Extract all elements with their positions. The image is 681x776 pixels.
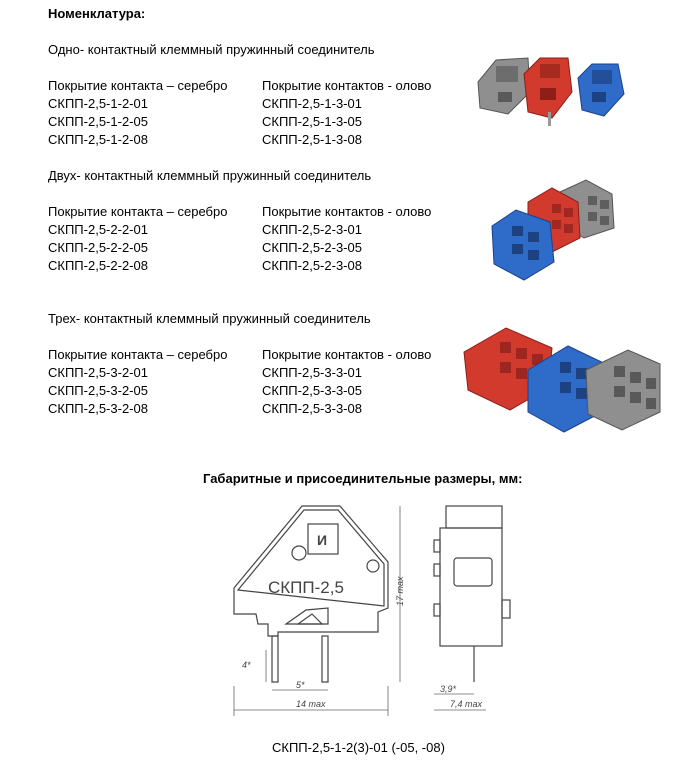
dim-17-max: 17 max [395,576,405,606]
single-contact-connectors-photo [468,52,633,132]
drawing-logo: И [317,532,328,548]
section-1-title: Одно- контактный клеммный пружинный соединитель [48,42,375,57]
side-view [434,506,510,682]
section-3-tin-item: СКПП-2,5-3-3-01 [262,365,362,380]
section-1-tin-item: СКПП-2,5-1-3-08 [262,132,362,147]
section-2-tin-item: СКПП-2,5-2-3-08 [262,258,362,273]
section-2-silver-item: СКПП-2,5-2-2-08 [48,258,148,273]
section-1-silver-item: СКПП-2,5-1-2-01 [48,96,148,111]
section-2-tin-item: СКПП-2,5-2-3-01 [262,222,362,237]
drawing-caption: СКПП-2,5-1-2(3)-01 (-05, -08) [272,740,445,755]
nomenclature-heading: Номенклатура: [48,6,146,21]
blue-connector [492,210,554,280]
dim-7-4-max: 7,4 max [450,699,483,709]
gray-connector [478,58,530,114]
section-2-silver-header: Покрытие контакта – серебро [48,204,228,219]
red-connector [524,58,572,126]
two-contact-connectors-photo [488,176,633,286]
three-contact-connectors-photo [460,318,665,436]
section-1-silver-item: СКПП-2,5-1-2-05 [48,114,148,129]
section-3-silver-item: СКПП-2,5-3-2-08 [48,401,148,416]
section-1-tin-item: СКПП-2,5-1-3-05 [262,114,362,129]
section-3-title: Трех- контактный клеммный пружинный соединитель [48,311,371,326]
dimensions-title: Габаритные и присоединительные размеры, мм: [203,471,523,486]
dimensions-drawing [228,496,528,728]
drawing-body-label: СКПП-2,5 [268,578,344,597]
section-2-silver-item: СКПП-2,5-2-2-05 [48,240,148,255]
section-1-tin-item: СКПП-2,5-1-3-01 [262,96,362,111]
section-2-title: Двух- контактный клеммный пружинный соединитель [48,168,372,183]
section-2-tin-header: Покрытие контактов - олово [262,204,432,219]
dim-3-9: 3,9* [440,684,457,694]
dim-4: 4* [242,660,251,670]
section-3-tin-header: Покрытие контактов - олово [262,347,432,362]
section-3-tin-item: СКПП-2,5-3-3-08 [262,401,362,416]
section-1-tin-header: Покрытие контактов - олово [262,78,432,93]
section-2-silver-item: СКПП-2,5-2-2-01 [48,222,148,237]
section-1-silver-item: СКПП-2,5-1-2-08 [48,132,148,147]
blue-connector [578,64,624,116]
section-2-tin-item: СКПП-2,5-2-3-05 [262,240,362,255]
section-1-silver-header: Покрытие контакта – серебро [48,78,228,93]
section-3-silver-header: Покрытие контакта – серебро [48,347,228,362]
section-3-silver-item: СКПП-2,5-3-2-01 [48,365,148,380]
dim-5: 5* [296,680,305,690]
section-3-silver-item: СКПП-2,5-3-2-05 [48,383,148,398]
section-3-tin-item: СКПП-2,5-3-3-05 [262,383,362,398]
dim-14-max: 14 max [296,699,326,709]
